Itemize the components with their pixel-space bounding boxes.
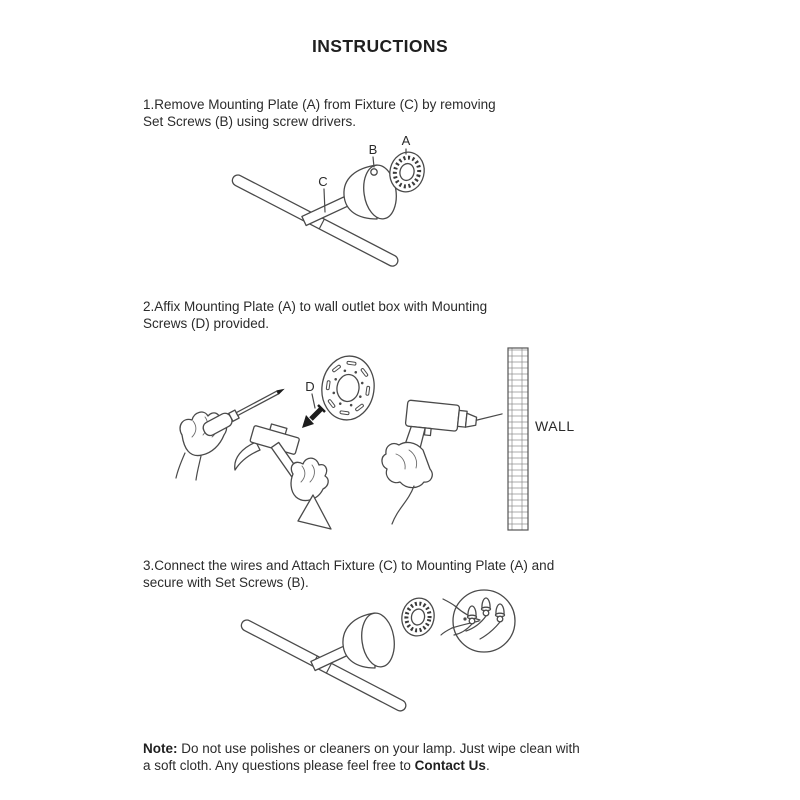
step-3-diagram — [228, 585, 548, 723]
step-3-line-1: 3.Connect the wires and Attach Fixture (C) to Mounting Plate (A) and — [143, 558, 555, 573]
drill-bit — [476, 411, 502, 423]
label-d: D — [305, 379, 315, 394]
note-text-1: Do not use polishes or cleaners on your lamp. Just wipe clean with — [177, 741, 580, 756]
step-2-line-1: 2.Affix Mounting Plate (A) to wall outlet box with Mounting — [143, 299, 488, 314]
step-1-line-1: 1.Remove Mounting Plate (A) from Fixture (C) by removing — [143, 97, 496, 112]
label-b: B — [368, 142, 378, 157]
wiring-detail-circle — [441, 590, 515, 652]
step-2-line-2: Screws (D) provided. — [143, 315, 270, 331]
hand-outline — [382, 442, 432, 487]
note-text-2: a soft cloth. Any questions please feel free to — [143, 757, 415, 773]
step-1-diagram — [225, 122, 455, 280]
wrist-lines — [176, 453, 185, 478]
label-c: C — [318, 174, 328, 189]
label-a: A — [401, 133, 411, 148]
note-line-1 — [143, 741, 580, 758]
wall-label: WALL — [535, 418, 575, 434]
step-3-line-2: secure with Set Screws (B). — [143, 574, 309, 590]
note-label: Note: — [143, 741, 178, 756]
label-d-line — [312, 394, 315, 408]
hammer-claw — [235, 442, 260, 470]
care-note — [143, 741, 580, 774]
hammer-hand — [235, 420, 331, 529]
mounting-plate — [398, 595, 437, 639]
set-screw — [371, 169, 377, 175]
mounting-plate-large — [318, 353, 378, 424]
wall-section — [508, 348, 575, 530]
step-2-text — [143, 299, 487, 332]
hand-outline — [291, 458, 328, 500]
screwdriver-blade — [236, 391, 278, 415]
note-line-2 — [143, 758, 580, 775]
contact-us-link[interactable]: Contact Us — [414, 757, 486, 773]
note-period: . — [485, 757, 490, 773]
step-2-diagram — [172, 338, 602, 543]
page-title: INSTRUCTIONS — [311, 36, 449, 56]
drill-cord — [392, 486, 414, 524]
step-1-line-2: Set Screws (B) using screw drivers. — [143, 113, 357, 129]
drill-hand — [382, 400, 503, 524]
